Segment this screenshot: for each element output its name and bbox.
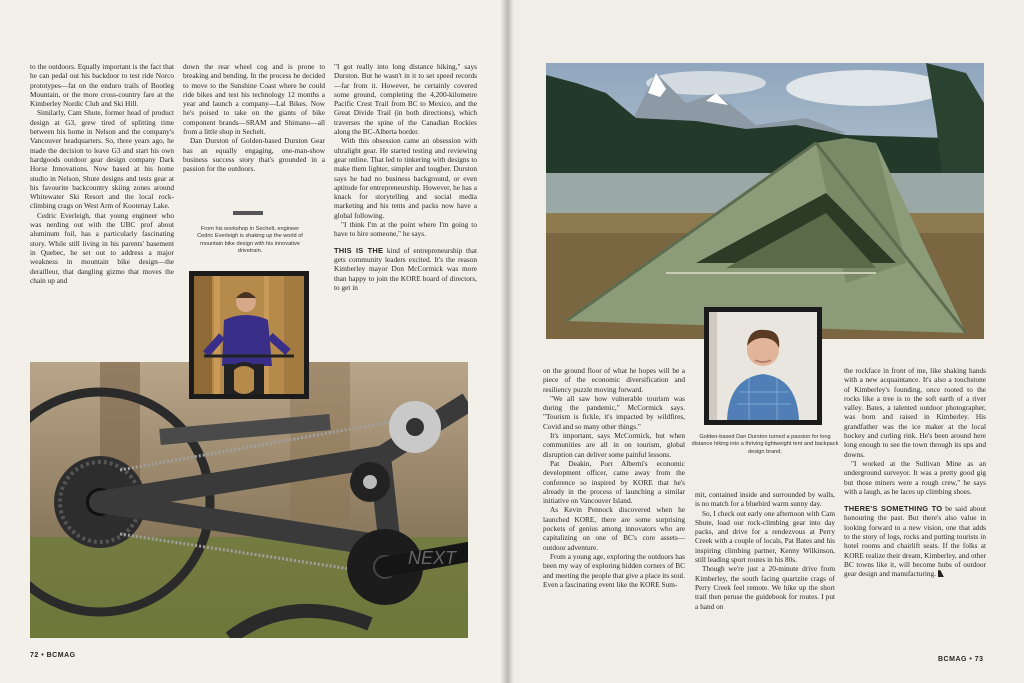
lead-rest: be said about honouring the past. But there's also value in looking forward to a new vision, one that adds to the story of logs, rocks and putting tourists in hotel rooms and chairlift seats. If the folks at KORE realize their dream, Kimberley, and other BC towns like it, will become hubs of outdoor gear design and manufacturing. — [844, 504, 986, 579]
left-column-2 — [183, 62, 325, 174]
section-paragraph — [844, 504, 986, 578]
page-folio-left: 72 • BCMAG — [30, 652, 76, 659]
left-column-3 — [334, 62, 477, 292]
right-column-1 — [543, 366, 685, 589]
caption-rule — [233, 211, 263, 215]
right-page — [506, 0, 1024, 683]
paragraph: "I think I'm at the point where I'm going to have to hire someone," he says. — [334, 220, 477, 239]
left-page — [0, 0, 506, 683]
end-mark-icon — [938, 570, 944, 577]
lead-rest: kind of entrepreneurship that gets community leaders excited. It's the reason Kimberley mayor Don McCormick was more than happy to join the KORE board of directors, to get in — [334, 245, 477, 292]
paragraph: Similarly, Cam Shute, former head of product design at G3, grew tired of splitting time between his home in Nelson and the company's Vancouver headquarters. So, three years ago, he made the decision to leave G3 and start his own hardgoods outdoor gear design company Dark Horse Innovations. Now based at his home studio in Nelson, Shute designs and tests gear at his favourite backcountry skiing zones around Whitewater Ski Resort and the local rock-climbing crags on West Arm of Kootenay Lake. — [30, 108, 174, 211]
right-column-3 — [844, 366, 986, 579]
bike-drivetrain-photo — [30, 362, 468, 638]
paragraph: "I got really into long distance hiking," says Durston. But he wasn't in it to set speed records—far from it. However, he certainly covered some ground, completing the 4,200-kilometre Pacific Crest Trail from BC to Mexico, and the Great Divide Trail (in both directions), which traverses the spine of the Canadian Rockies along the BC-Alberta border. — [334, 62, 477, 137]
paragraph: to the outdoors. Equally important is the fact that he can pedal out his backdoor to test ride Norco prototypes—fat on the enduro trails of Bootleg Mountain, or the more cross-country fare at the Kimberley Nordic Club and Ski Hill. — [30, 62, 174, 109]
paragraph: "We all saw how vulnerable tourism was during the pandemic," McCormick says. "Tourism is fickle, it's impacted by wildfires, Covid and so many other things." — [543, 393, 685, 431]
portrait-illustration — [709, 312, 817, 420]
tent-landscape-photo — [546, 63, 984, 339]
paragraph: mit, contained inside and surrounded by walls, is no match for a bluebird warm sunny day. — [695, 490, 835, 509]
page-folio-right: BCMAG • 73 — [938, 656, 984, 663]
left-column-1 — [30, 62, 174, 285]
bike-drivetrain-illustration — [30, 362, 468, 638]
photo-caption: Golden-based Dan Durston turned a passion for long distance hiking into a thriving lightweight tent and backpack design brand. — [691, 434, 839, 455]
paragraph: Dan Durston of Golden-based Durston Gear has an equally engaging, one-man-show business success story that's grounded in a passion for the outdoors. — [183, 136, 325, 174]
paragraph: So, I check out early one afternoon with Cam Shute, load our rock-climbing gear into day packs, and drive for a rendezvous at Perry Creek with a couple of locals, Pat Bates and his inspiring climbing partner, Kenny Wilkinson, still leading sport routes in his 80s. — [695, 508, 835, 565]
paragraph: It's important, says McCormick, but when communities are all in on tourism, global disruption can deliver some painful lessons. — [543, 431, 685, 459]
paragraph: down the rear wheel cog and is prone to breaking and bending. In the process he decided to move to the Sunshine Coast where he could ride bikes and test his technology 12 months a year and launch a company—Lal Bikes. Now he's poised to take on the giants of bike component brands—SRAM and Shimano—all from a little shop in Sechelt. — [183, 62, 325, 137]
section-paragraph — [334, 246, 477, 292]
paragraph: on the ground floor of what he hopes will be a piece of the economic diversification and resiliency puzzle moving forward. — [543, 366, 685, 394]
paragraph: Pat Deakin, Port Alberni's economic development officer, came away from the conference so inspired by KORE that he's already in the process of launching a similar initiative on Vancouver Island. — [543, 458, 685, 506]
photo-caption: From his workshop in Sechelt, engineer Cedric Everleigh is shaking up the world of mountain bike design with his innovative drivetrain. — [197, 226, 303, 255]
portrait-illustration — [194, 276, 304, 394]
dan-durston-portrait — [704, 307, 822, 425]
paragraph: As Kevin Pennock discovered when he launched KORE, there are some surprising pockets of genius among innovators who are capitalizing on one of BC's core assets—outdoor adventure. — [543, 505, 685, 552]
paragraph: With this obsession came an obsession with ultralight gear. He started testing and reviewing gear online. That led to tinkering with designs to make them lighter, simpler and tougher. Durston says he had no business background, or even aptitude for entrepreneurship. However, he has a knack for storytelling and social media marketing and his tents and packs now have a global following. — [334, 136, 477, 220]
right-column-2 — [695, 490, 835, 611]
lead-in: THERE'S SOMETHING TO — [844, 504, 943, 514]
crank-logo: NEXT — [408, 548, 457, 568]
paragraph: From a young age, exploring the outdoors has been my way of exploring hidden corners of BC and meeting the people that give a place its soul. Even a fascinating event like the KORE Sum- — [543, 551, 685, 589]
paragraph: Though we're just a 20-minute drive from Kimberley, the south facing quartzite crags of Perry Creek feel remote. We hike up the short trail then peruse the guidebook for routes. I put a hand on — [695, 564, 835, 611]
cedric-everleigh-portrait — [189, 271, 309, 399]
paragraph: Cedric Everleigh, that young engineer who was nerding out with the UBC prof about aluminum foil, has a particularly fascinating story. While still living in his parents' basement in Quebec, he set out to address a major weakness in mountain bike design—the derailleur, that dangling gizmo that moves the chain up and — [30, 210, 174, 285]
spine-gutter — [500, 0, 514, 683]
lead-in: THIS IS THE — [334, 245, 384, 255]
tent-illustration — [546, 63, 984, 339]
paragraph: the rockface in front of me, like shaking hands with a new acquaintance. It's also a touchstone of Kimberley's founding, once rooted to the rocks like a tree is to the soft earth of a river valley. Bates, a talented outdoor photographer, was born and raised in Kimberley. His grandfather was the ice maker at the local hockey and curling rink. He's been around here long enough to see the town through its ups and downs. — [844, 366, 986, 459]
paragraph: "I worked at the Sullivan Mine as an underground surveyor. It was a pretty good gig but those miners were a rough crew," he says with a laugh, as he laces up climbing shoes. — [844, 458, 986, 496]
